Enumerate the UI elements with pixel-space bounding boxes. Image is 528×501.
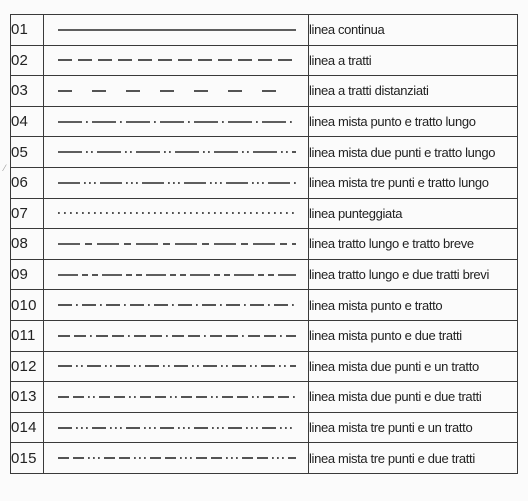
line-sample-long-dash-two-short-dashes [44, 268, 308, 282]
line-sample-cell [44, 198, 309, 229]
line-code: 07 [11, 198, 44, 229]
line-description: linea mista tre punti e tratto lungo [309, 167, 518, 198]
line-dot [94, 212, 96, 214]
table-row [11, 412, 518, 443]
line-description: linea mista tre punti e un tratto [309, 412, 518, 443]
line-dot [184, 212, 186, 214]
line-sample-cell [44, 382, 309, 413]
line-sample-cell [44, 167, 309, 198]
line-dot [210, 182, 212, 184]
table-row [11, 259, 518, 290]
line-dot [183, 427, 185, 429]
line-code: 010 [11, 290, 44, 321]
line-dot [148, 212, 150, 214]
line-dot [208, 212, 210, 214]
line-sample-long-dash-short-dash [44, 237, 308, 251]
line-sample-cell [44, 45, 309, 76]
table-row [11, 76, 518, 107]
line-dot [130, 212, 132, 214]
line-sample-long-dash-triple-dot [44, 176, 308, 190]
line-description: linea mista tre punti e due tratti [309, 443, 518, 474]
line-sample-cell [44, 259, 309, 290]
line-dot [285, 427, 287, 429]
line-dot [226, 365, 228, 367]
line-code: 012 [11, 351, 44, 382]
line-description: linea mista punto e tratto lungo [309, 106, 518, 137]
line-dot [280, 335, 282, 337]
line-dot [188, 121, 190, 123]
line-code: 013 [11, 382, 44, 413]
line-dot [204, 335, 206, 337]
line-dot [190, 212, 192, 214]
line-dot [76, 427, 78, 429]
line-dot [93, 396, 95, 398]
line-dot [115, 427, 117, 429]
line-dot [86, 427, 88, 429]
line-dot [131, 182, 133, 184]
line-sample-long-dash-double-dot [44, 145, 308, 159]
line-dot [148, 304, 150, 306]
table-row [11, 15, 518, 46]
line-sample-cell [44, 290, 309, 321]
table-row [11, 106, 518, 137]
line-dot [110, 427, 112, 429]
line-code: 014 [11, 412, 44, 443]
line-dot [139, 365, 141, 367]
line-dot [105, 365, 107, 367]
line-dot [120, 121, 122, 123]
line-dot [76, 304, 78, 306]
table-row [11, 351, 518, 382]
line-dot [188, 427, 190, 429]
line-dot [81, 427, 83, 429]
table-row [11, 198, 518, 229]
line-dot [247, 151, 249, 153]
line-dot [255, 365, 257, 367]
line-code: 03 [11, 76, 44, 107]
line-dot [130, 151, 132, 153]
line-dot [226, 457, 228, 459]
table-row [11, 167, 518, 198]
line-dot [112, 212, 114, 214]
line-dot [220, 304, 222, 306]
line-dot [214, 212, 216, 214]
line-code: 02 [11, 45, 44, 76]
line-dot [170, 396, 172, 398]
line-dot [196, 212, 198, 214]
line-dot [136, 182, 138, 184]
line-sample-dotted [44, 206, 308, 220]
line-dot [244, 304, 246, 306]
line-dot [64, 212, 66, 214]
line-sample-double-dash-dot [44, 329, 308, 343]
line-dot [286, 151, 288, 153]
line-dot [110, 365, 112, 367]
line-dot [168, 182, 170, 184]
line-types-table-body [11, 15, 518, 474]
line-dot [257, 182, 259, 184]
line-description: linea mista punto e due tratti [309, 320, 518, 351]
table-row [11, 443, 518, 474]
line-dot [178, 182, 180, 184]
line-dot [222, 121, 224, 123]
line-dot [118, 212, 120, 214]
line-sample-cell [44, 76, 309, 107]
line-dot [277, 457, 279, 459]
line-dot [220, 182, 222, 184]
line-dot [98, 457, 100, 459]
line-dot [163, 365, 165, 367]
line-dot [180, 457, 182, 459]
line-dot [173, 182, 175, 184]
line-dot [216, 396, 218, 398]
line-types-table [10, 14, 518, 474]
line-dot [280, 427, 282, 429]
line-dot [256, 121, 258, 123]
line-dot [284, 365, 286, 367]
line-dot [76, 365, 78, 367]
line-dot [134, 396, 136, 398]
line-dot [190, 457, 192, 459]
line-dot [211, 396, 213, 398]
line-dot [251, 427, 253, 429]
line-dot [281, 151, 283, 153]
line-dot [136, 212, 138, 214]
line-dot [88, 212, 90, 214]
line-dot [93, 457, 95, 459]
line-dot [252, 182, 254, 184]
line-code: 06 [11, 167, 44, 198]
line-dot [208, 151, 210, 153]
line-dot [81, 365, 83, 367]
line-dot [282, 457, 284, 459]
line-dot [257, 396, 259, 398]
line-dot [172, 212, 174, 214]
line-dot [106, 212, 108, 214]
line-description: linea mista due punti e un tratto [309, 351, 518, 382]
line-sample-cell [44, 351, 309, 382]
line-dot [88, 396, 90, 398]
line-dot [236, 457, 238, 459]
table-row [11, 320, 518, 351]
line-dot [280, 212, 282, 214]
line-dot [178, 212, 180, 214]
line-description: linea a tratti distanziati [309, 76, 518, 107]
line-dot [262, 212, 264, 214]
line-sample-cell [44, 229, 309, 260]
line-dot [100, 304, 102, 306]
line-dot [272, 457, 274, 459]
line-dot [274, 212, 276, 214]
line-dot [91, 151, 93, 153]
line-sample-cell [44, 412, 309, 443]
line-dot [84, 182, 86, 184]
line-dot [203, 151, 205, 153]
line-dot [139, 457, 141, 459]
line-sample-cell [44, 320, 309, 351]
line-code: 08 [11, 229, 44, 260]
line-dot [256, 212, 258, 214]
line-dot [86, 121, 88, 123]
line-dot [90, 335, 92, 337]
line-dot [202, 212, 204, 214]
line-description: linea continua [309, 15, 518, 46]
line-dot [197, 365, 199, 367]
line-dot [172, 304, 174, 306]
line-dot [70, 212, 72, 214]
table-row [11, 382, 518, 413]
line-dot [144, 427, 146, 429]
line-dot [192, 365, 194, 367]
line-dot [231, 457, 233, 459]
line-dot [120, 427, 122, 429]
line-dot [242, 335, 244, 337]
line-dot [212, 427, 214, 429]
line-sample-dashed [44, 53, 308, 67]
line-dot [134, 365, 136, 367]
line-dot [168, 365, 170, 367]
line-dot [279, 365, 281, 367]
line-dot [129, 396, 131, 398]
line-dot [268, 304, 270, 306]
table-row [11, 229, 518, 260]
line-dot [88, 457, 90, 459]
line-dot [268, 212, 270, 214]
line-dot [154, 212, 156, 214]
line-dot [144, 457, 146, 459]
line-dot [169, 151, 171, 153]
line-sample-long-dash-dot [44, 115, 308, 129]
line-dot [86, 151, 88, 153]
line-code: 015 [11, 443, 44, 474]
line-code: 01 [11, 15, 44, 46]
line-dot [134, 457, 136, 459]
line-sample-continuous [44, 23, 308, 37]
line-dot [238, 212, 240, 214]
line-dot [256, 427, 258, 429]
line-dot [293, 396, 295, 398]
line-dot [220, 212, 222, 214]
line-dot [128, 335, 130, 337]
line-description: linea mista due punti e due tratti [309, 382, 518, 413]
line-dot [232, 212, 234, 214]
line-description: linea mista punto e tratto [309, 290, 518, 321]
line-dot [166, 335, 168, 337]
line-description: linea tratto lungo e due tratti brevi [309, 259, 518, 290]
line-code: 04 [11, 106, 44, 137]
line-dot [250, 365, 252, 367]
line-sample-dash-double-dot [44, 359, 308, 373]
line-description: linea tratto lungo e tratto breve [309, 229, 518, 260]
line-description: linea punteggiata [309, 198, 518, 229]
line-dot [290, 121, 292, 123]
line-dot [217, 427, 219, 429]
line-dot [222, 427, 224, 429]
line-sample-cell [44, 106, 309, 137]
line-dot [175, 396, 177, 398]
table-row [11, 137, 518, 168]
line-dot [142, 212, 144, 214]
scan-speck: ⁄ [4, 163, 6, 173]
line-dot [290, 427, 292, 429]
line-dot [160, 212, 162, 214]
line-sample-dashed-spaced [44, 84, 308, 98]
line-dot [166, 212, 168, 214]
line-dot [94, 182, 96, 184]
line-code: 05 [11, 137, 44, 168]
line-code: 09 [11, 259, 44, 290]
line-sample-dash-dot [44, 298, 308, 312]
line-dot [82, 212, 84, 214]
line-dot [149, 427, 151, 429]
line-dot [196, 304, 198, 306]
line-dot [250, 212, 252, 214]
line-dot [89, 182, 91, 184]
line-dot [124, 212, 126, 214]
line-dot [262, 182, 264, 184]
line-sample-cell [44, 15, 309, 46]
table-row [11, 290, 518, 321]
line-dot [292, 304, 294, 306]
line-dot [242, 151, 244, 153]
line-dot [215, 182, 217, 184]
line-sample-double-dash-double-dot [44, 390, 308, 404]
line-sample-double-dash-triple-dot [44, 451, 308, 465]
line-dot [294, 182, 296, 184]
line-dot [226, 212, 228, 214]
line-dot [164, 151, 166, 153]
line-sample-cell [44, 137, 309, 168]
line-dot [58, 212, 60, 214]
line-dot [246, 427, 248, 429]
line-description: linea a tratti [309, 45, 518, 76]
line-dot [292, 212, 294, 214]
line-dot [76, 212, 78, 214]
line-dot [221, 365, 223, 367]
line-dot [154, 427, 156, 429]
line-dot [124, 304, 126, 306]
line-dot [100, 212, 102, 214]
table-row [11, 45, 518, 76]
line-sample-cell [44, 443, 309, 474]
line-dot [154, 121, 156, 123]
line-code: 011 [11, 320, 44, 351]
line-dot [125, 151, 127, 153]
line-description: linea mista due punti e tratto lungo [309, 137, 518, 168]
line-sample-dash-triple-dot [44, 421, 308, 435]
line-dot [252, 396, 254, 398]
line-dot [244, 212, 246, 214]
line-dot [178, 427, 180, 429]
line-dot [185, 457, 187, 459]
line-dot [126, 182, 128, 184]
line-dot [286, 212, 288, 214]
